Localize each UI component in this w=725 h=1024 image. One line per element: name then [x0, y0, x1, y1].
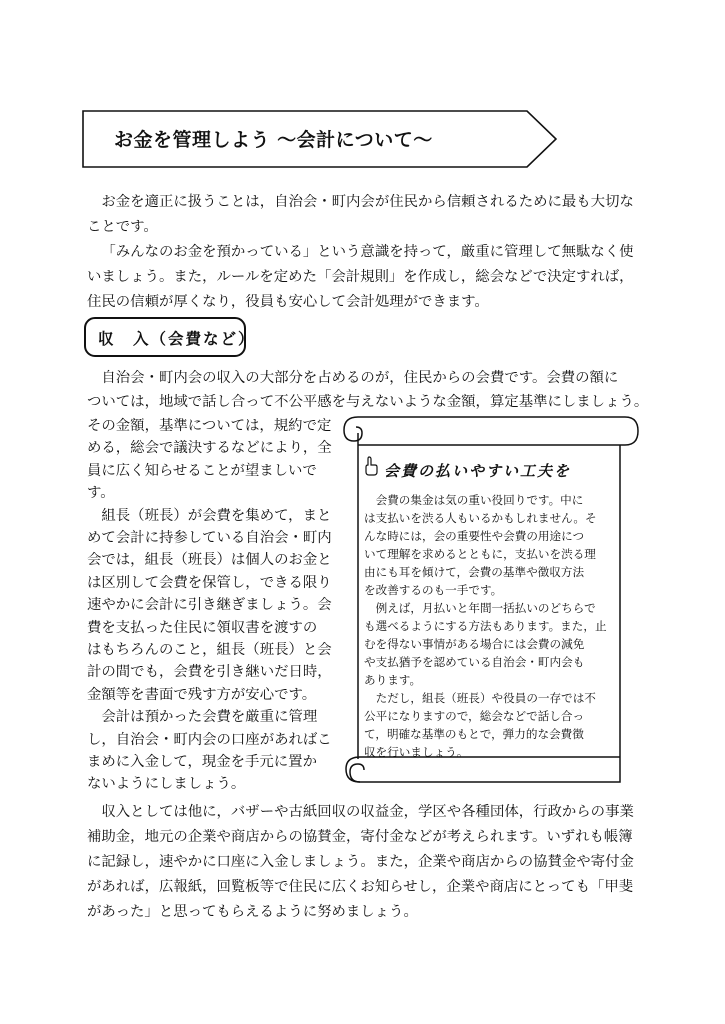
body-line: その金額，基準については，規約で定: [87, 418, 332, 434]
section-heading: 収 入（会費など）: [98, 330, 256, 348]
body-line: 費を支払った住民に領収書を渡すの: [87, 619, 318, 636]
body-line: 組長（班長）が会費を集めて，まと: [87, 507, 332, 524]
body-line: はもちろんのこと，組長（班長）と会: [87, 642, 332, 658]
body-line: める，総会で議決するなどにより，全: [87, 440, 332, 457]
tip-line: いて理解を求めるとともに，支払いを渋る理: [364, 547, 596, 561]
body-line: 速やかに会計に引き継ぎましょう。会: [87, 597, 332, 614]
body-line: めて会計に持参している自治会・町内: [87, 530, 332, 546]
body-line: 会では，組長（班長）は個人のお金と: [87, 552, 332, 569]
tip-line: て，明確な基準のもとで，弾力的な会費徴: [364, 727, 584, 741]
tip-line: 公平になりますので，総会などで話し合っ: [364, 709, 585, 723]
tip-line: や支払猶予を認めている自治会・町内会も: [364, 655, 585, 669]
tip-line: 例えば，月払いと年間一括払いのどちらで: [364, 601, 596, 615]
body-line: し，自治会・町内会の口座があればこ: [87, 731, 332, 748]
section-heading-box: [84, 317, 256, 357]
body-line: 員に広く知らせることが望ましいで: [87, 462, 317, 479]
body-line: 計の間でも，会費を引き継いだ日時，: [87, 664, 332, 681]
tip-line: 収を行いましょう。: [364, 745, 469, 759]
pointing-hand-icon: [364, 456, 378, 476]
page-title: お金を管理しよう ～会計について～: [114, 129, 433, 151]
tip-line: 由にも耳を傾けて，会費の基準や徴収方法: [364, 565, 585, 579]
outro-paragraph: 収入としては他に，バザーや古紙回収の収益金，学区や各種団体，行政からの事業補助金，地元の企業や商店からの協賛金，寄付金などが考えられます。いずれも帳簿に記録し，速やかに口座に入金しましょう。また，企業や商店からの協賛金や寄付金があれば，広報紙，回覧板等で住民に広くお知らせし，企業や商店にとっても「甲斐があった」と思ってもらえるように努めましょう。: [87, 804, 634, 920]
intro-paragraph-2: 「みんなのお金を預かっている」という意識を持って，厳重に管理して無駄なく使いましょう。また，ルールを定めた「会計規則」を作成し，総会などで決定すれば，住民の信頼が厚くなり，役員も安心して会計処理ができます。: [87, 244, 634, 310]
outro-section: [87, 800, 642, 925]
tip-line: 会費の集金は気の重い役回りです。中に: [364, 493, 584, 507]
tip-line: ただし，組長（班長）や役員の一存では不: [364, 691, 596, 705]
tip-line: も選べるようにする方法もあります。また，止: [364, 619, 607, 633]
body-line: は区別して会費を保管し，できる限り: [87, 574, 332, 591]
title-banner: [82, 110, 557, 168]
body-line: 金額等を書面で残す方が安心です。: [87, 686, 317, 703]
body-line: まめに入金して，現金を手元に置か: [87, 754, 317, 770]
tip-line: を改善するのも一手です。: [364, 583, 503, 597]
tip-title: 会費の払いやすい工夫を: [384, 462, 572, 480]
intro-section: [87, 190, 642, 315]
body-line: 会計は預かった会費を厳重に管理: [87, 709, 318, 726]
body-line: す。: [87, 485, 115, 502]
tip-line: むを得ない事情がある場合には会費の減免: [364, 637, 585, 651]
body-line: ついては，地域で話し合って不公平感を与えないような金額，算定基準にしましょう。: [87, 394, 649, 410]
body-line: 自治会・町内会の収入の大部分を占めるのが，住民からの会費です。会費の額に: [87, 370, 619, 386]
body-line: ないようにしましょう。: [87, 776, 246, 793]
intro-paragraph-1: お金を適正に扱うことは，自治会・町内会が住民から信頼されるために最も大切なことです。: [87, 194, 634, 235]
tip-line: んな時には，会の重要性や会費の用途につ: [364, 529, 585, 543]
tip-line: は支払いを渋る人もいるかもしれません。そ: [364, 511, 597, 525]
tip-line: あります。: [364, 673, 422, 687]
